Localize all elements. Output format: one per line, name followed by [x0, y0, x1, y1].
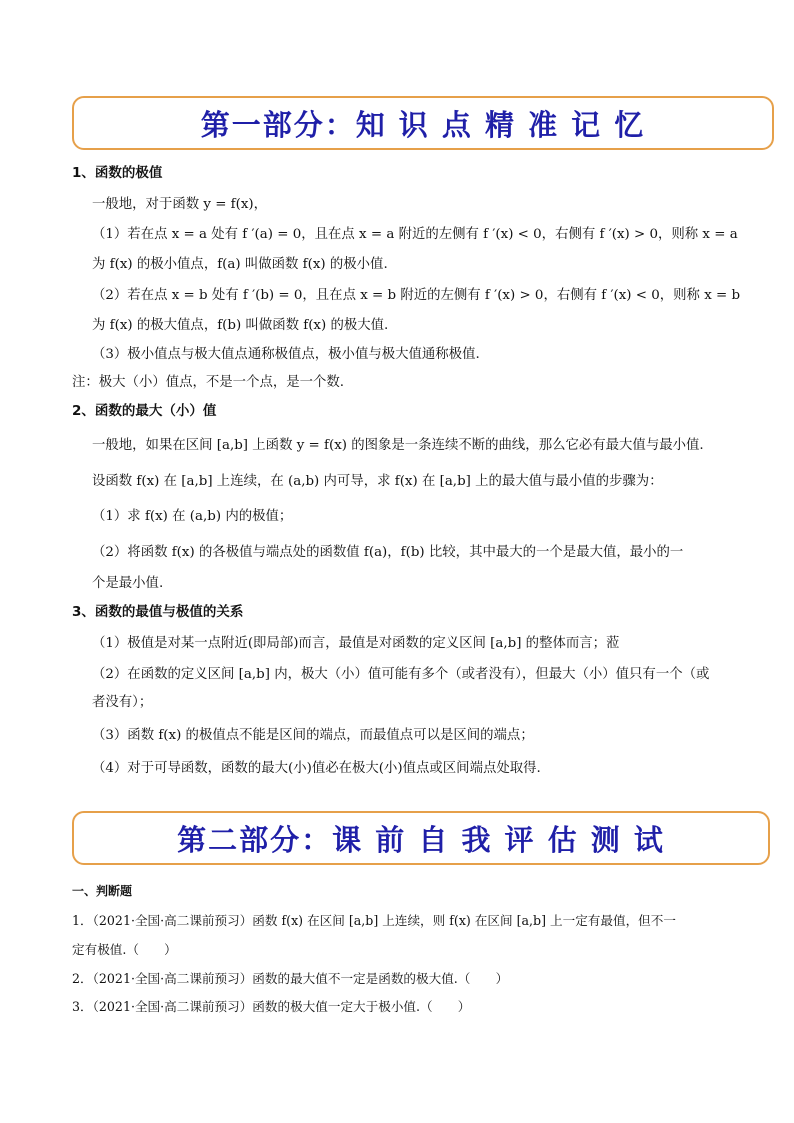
s2-heading: 2、函数的最大（小）值 [72, 403, 217, 419]
question-3: 3．（2021·全国·高二课前预习）函数的极大值一定大于极小值.（ ） [72, 999, 471, 1014]
s3-line4: （3）函数 f(x) 的极值点不能是区间的端点，而最值点可以是区间的端点； [92, 728, 534, 743]
s2-line1: 一般地，如果在区间 [a,b] 上函数 y = f(x) 的图象是一条连续不断的曲线，那么它必有最大值与最小值. [92, 438, 704, 453]
s1-line3: 为 f(x) 的极小值点，f(a) 叫做函数 f(x) 的极小值. [92, 257, 388, 272]
part1-title: 第一部分：知 识 点 精 准 记 忆 [200, 107, 646, 142]
s1-line2: （1）若在点 x = a 处有 f ′(a) = 0，且在点 x = a 附近的左侧有 f ′(x) < 0，右侧有 f ′(x) > 0，则称 x = a [92, 227, 738, 242]
part2-banner [72, 811, 770, 865]
question-2: 2．（2021·全国·高二课前预习）函数的最大值不一定是函数的极大值.（ ） [72, 971, 509, 986]
s3-line1: （1）极值是对某一点附近(即局部)而言，最值是对函数的定义区间 [a,b] 的整体而言；蒞 [92, 636, 620, 651]
s1-line6: （3）极小值点与极大值点通称极值点，极小值与极大值通称极值. [92, 347, 480, 362]
part2-title: 第二部分：课 前 自 我 评 估 测 试 [177, 822, 665, 857]
s3-line3: 者没有）； [92, 695, 153, 710]
part1-banner [72, 96, 774, 150]
s3-heading: 3、函数的最值与极值的关系 [72, 604, 244, 620]
question-1-line2: 定有极值.（ ） [72, 942, 177, 957]
question-1-line1: 1．（2021·全国·高二课前预习）函数 f(x) 在区间 [a,b] 上连续，则 f(x) 在区间 [a,b] 上一定有最值，但不一 [72, 913, 676, 928]
s2-line4: （2）将函数 f(x) 的各极值与端点处的函数值 f(a)，f(b) 比较，其中最大的一个是最大值，最小的一 [92, 545, 684, 560]
s1-note: 注：极大（小）值点，不是一个点，是一个数. [72, 375, 345, 390]
s2-line3: （1）求 f(x) 在 (a,b) 内的极值； [92, 509, 293, 524]
s1-line1: 一般地，对于函数 y = f(x)， [92, 197, 268, 212]
s3-line5: （4）对于可导函数，函数的最大(小)值必在极大(小)值点或区间端点处取得. [92, 761, 541, 776]
judgement-section-heading: 一、判断题 [72, 884, 133, 898]
s3-line2: （2）在函数的定义区间 [a,b] 内，极大（小）值可能有多个（或者没有），但最大（小）值只有一个（或 [92, 667, 710, 682]
s2-line5: 个是最小值. [92, 576, 164, 591]
s1-line5: 为 f(x) 的极大值点，f(b) 叫做函数 f(x) 的极大值. [92, 318, 389, 333]
s2-line2: 设函数 f(x) 在 [a,b] 上连续，在 (a,b) 内可导，求 f(x) 在 [a,b] 上的最大值与最小值的步骤为： [92, 474, 663, 489]
s1-heading: 1、函数的极值 [72, 165, 163, 181]
s1-line4: （2）若在点 x = b 处有 f ′(b) = 0，且在点 x = b 附近的左侧有 f ′(x) > 0，右侧有 f ′(x) < 0，则称 x = b [92, 288, 741, 303]
